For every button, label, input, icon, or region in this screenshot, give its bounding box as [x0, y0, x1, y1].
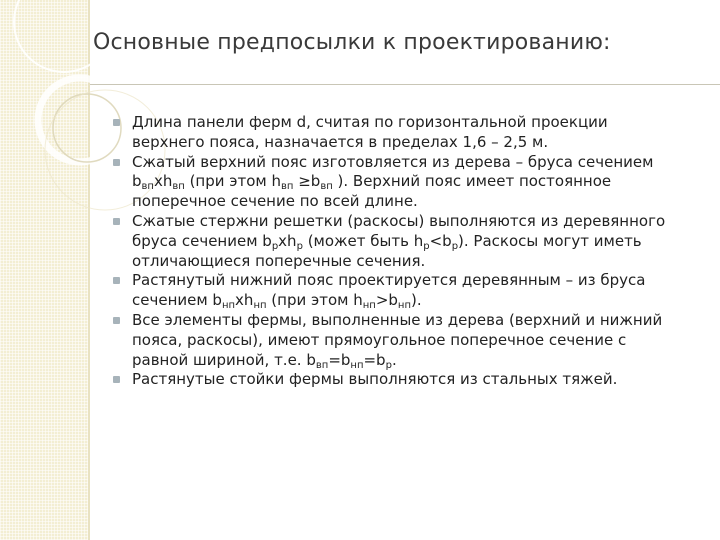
bullet-square-icon: [113, 277, 120, 284]
bullet-square-icon: [113, 376, 120, 383]
bullet-text: Растянутый нижний пояс проектируется деревянным – из бруса сечением $b_{нп}xh_{нп}$ (при этом $h_{нп}>b_{нп}$).: [132, 271, 646, 312]
bullet-text: Растянутые стойки фермы выполняются из стальных тяжей.: [132, 370, 618, 389]
bullet-list: [110, 113, 670, 390]
bullet-square-icon: [113, 218, 120, 225]
bullet-item: [110, 271, 670, 311]
bullet-text: Длина панели ферм d, считая по горизонтальной проекции верхнего пояса, назначается в пределах 1,6 – 2,5 м.: [132, 113, 608, 151]
bullet-item: [110, 113, 670, 153]
bullet-text: Сжатые стержни решетки (раскосы) выполняются из деревянного бруса сечением $b_рxh_р$ (может быть $h_р<b_р$). Раскосы могут иметь отличающиеся поперечные сечения.: [132, 211, 666, 270]
bullet-item: [110, 311, 670, 370]
bullet-square-icon: [113, 159, 120, 166]
bullet-item: [110, 153, 670, 212]
bullet-item: [110, 370, 670, 390]
bullet-item: [110, 212, 670, 271]
title-underline: [90, 84, 720, 85]
bullet-square-icon: [113, 317, 120, 324]
bullet-square-icon: [113, 119, 120, 126]
bullet-text: Все элементы фермы, выполненные из дерева (верхний и нижний пояса, раскосы), имеют прямоугольное поперечное сечение с равной шириной, т.е. $b_{вп}=b_{нп}=b_р$.: [132, 310, 663, 371]
bullet-text: Сжатый верхний пояс изготовляется из дерева – бруса сечением $b_{вп}xh_{вп}$ (при этом $h_{вп} \ge b_{вп}$ ). Верхний пояс имеет постоянное поперечное сечение по всей длине.: [132, 152, 654, 211]
slide-title: Основные предпосылки к проектированию:: [93, 30, 611, 55]
